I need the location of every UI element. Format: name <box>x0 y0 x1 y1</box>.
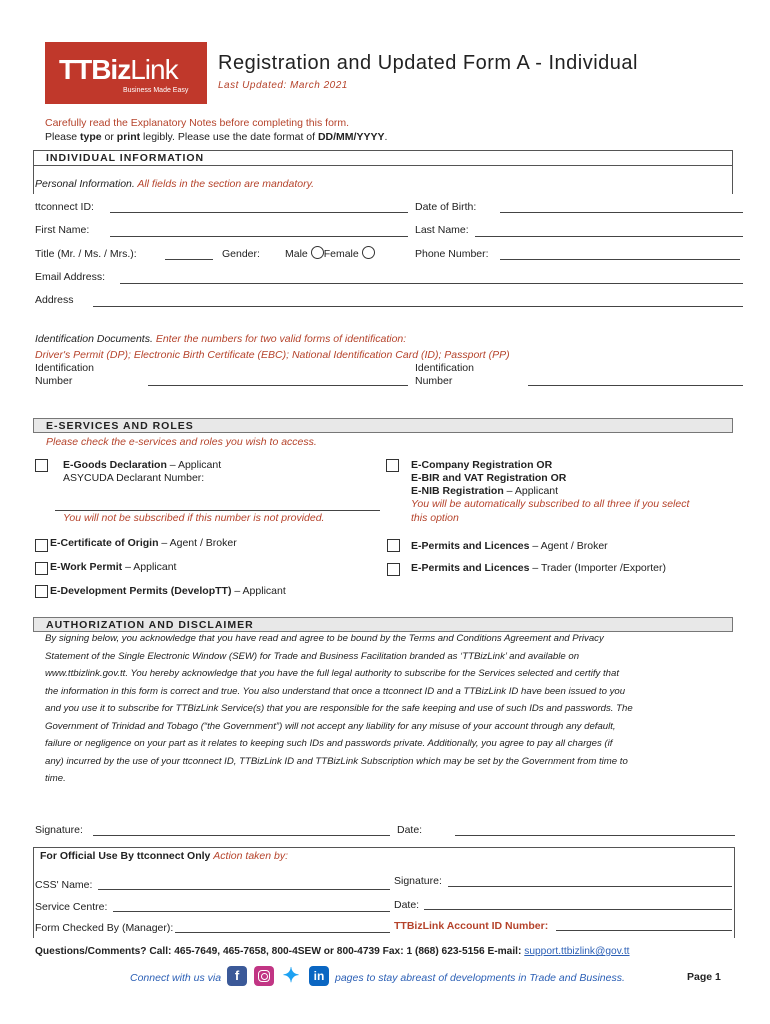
linkedin-icon[interactable]: in <box>309 966 329 986</box>
last-name-field[interactable] <box>475 236 743 237</box>
signature-field[interactable] <box>93 835 390 836</box>
service-centre-field[interactable] <box>113 911 390 912</box>
email-label: Email Address: <box>35 271 106 283</box>
address-field[interactable] <box>93 306 743 307</box>
official-date-label: Date: <box>394 899 420 911</box>
id-number-2-label: Identification Number <box>415 362 474 387</box>
official-signature-field[interactable] <box>448 886 732 887</box>
ttconnect-id-field[interactable] <box>110 212 408 213</box>
epermits-trader-checkbox[interactable] <box>387 563 400 576</box>
phone-label: Phone Number: <box>415 248 489 260</box>
logo-link: Link <box>130 54 178 85</box>
form-checked-field[interactable] <box>175 932 390 933</box>
ecompany-note-1: You will be automatically subscribed to all three if you select <box>411 498 690 510</box>
ework-checkbox[interactable] <box>35 562 48 575</box>
ecompany-note-2: this option <box>411 512 459 524</box>
instagram-icon[interactable] <box>254 966 274 986</box>
signature-label: Signature: <box>35 824 83 836</box>
female-radio[interactable] <box>362 246 375 259</box>
twitter-icon[interactable]: ✦ <box>282 965 300 987</box>
ework-label: E-Work Permit – Applicant <box>50 561 177 573</box>
connect-text: Connect with us via <box>130 972 222 984</box>
logo-tagline: Business Made Easy <box>123 87 189 94</box>
date-label: Date: <box>397 824 423 836</box>
ecompany-line2: E-BIR and VAT Registration OR <box>411 472 567 484</box>
edev-checkbox[interactable] <box>35 585 48 598</box>
asycuda-note: You will not be subscribed if this number is not provided. <box>63 512 325 524</box>
gender-options: Male Female <box>285 246 375 260</box>
section-header-individual: INDIVIDUAL INFORMATION <box>33 150 733 194</box>
facebook-icon[interactable]: f <box>227 966 247 986</box>
account-id-label: TTBizLink Account ID Number: <box>394 920 549 932</box>
instructions-line2: Please type or print legibly. Please use the date format of DD/MM/YYYY. <box>45 131 388 143</box>
id-number-1-label: Identification Number <box>35 362 94 387</box>
epermits-trader-label: E-Permits and Licences – Trader (Importer /Exporter) <box>411 562 667 574</box>
asycuda-label: ASYCUDA Declarant Number: <box>63 472 205 484</box>
phone-field[interactable] <box>500 259 740 260</box>
id-number-1-field[interactable] <box>148 385 408 386</box>
dob-label: Date of Birth: <box>415 201 477 213</box>
css-name-label: CSS' Name: <box>35 879 93 891</box>
ecompany-line3: E-NIB Registration – Applicant <box>411 485 559 497</box>
epermits-agent-label: E-Permits and Licences – Agent / Broker <box>411 540 608 552</box>
asycuda-field[interactable] <box>55 510 380 511</box>
css-name-field[interactable] <box>98 889 390 890</box>
ecert-label: E-Certificate of Origin – Agent / Broker <box>50 537 237 549</box>
page-title: Registration and Updated Form A - Individual <box>218 52 638 74</box>
title-label: Title (Mr. / Ms. / Mrs.): <box>35 248 137 260</box>
instructions-line1: Carefully read the Explanatory Notes before completing this form. <box>45 117 350 129</box>
account-id-field[interactable] <box>556 930 732 931</box>
page-number: Page 1 <box>687 971 721 983</box>
ttbizlink-logo <box>45 42 207 104</box>
id-number-2-field[interactable] <box>528 385 743 386</box>
disclaimer-paragraph: By signing below, you acknowledge that you have read and agree to be bound by the Terms and Conditions Agreement and Privacy Statement of the Single Electronic Window (SEW) for Trade and Business Facilitation branded as ‘TTBizLink’ and available on www.ttbizlink.gov.tt. You hereby acknowledge that you have the full legal authority to subscribe for the Services selected and certify that the information in this form is correct and true. You also understand that once a ttconnect ID and a TTBizLink ID have been issued to you and you use it to subscribe for TTBizLink Service(s) that you are responsible for the safe keeping and use of such IDs and passwords. The Government of Trinidad and Tobago (“the Government”) will not accept any liability for any misuse of your account through any default, failure or negligence on your part as it relates to keeping such IDs and passwords private. Additionally, you agree to pay all charges (if any) incurred by the use of your ttconnect ID, TTBizLink ID and TTBizLink Subscription which may be set by the Government from time to time. <box>45 633 633 784</box>
gender-label: Gender: <box>222 248 260 260</box>
edev-label: E-Development Permits (DevelopTT) – Applicant <box>50 585 286 597</box>
eservices-note: Please check the e-services and roles you wish to access. <box>46 436 317 448</box>
epermits-agent-checkbox[interactable] <box>387 539 400 552</box>
section-header-authorization: AUTHORIZATION AND DISCLAIMER <box>33 617 733 632</box>
ttconnect-id-label: ttconnect ID: <box>35 201 94 213</box>
first-name-label: First Name: <box>35 224 90 236</box>
ecompany-checkbox[interactable] <box>386 459 399 472</box>
official-date-field[interactable] <box>424 909 732 910</box>
stay-text: pages to stay abreast of developments in Trade and Business. <box>335 972 625 984</box>
dob-field[interactable] <box>500 212 743 213</box>
official-use-header: For Official Use By ttconnect Only Action taken by: <box>40 850 289 862</box>
address-label: Address <box>35 294 74 306</box>
egoods-label: E-Goods Declaration – Applicant <box>63 459 222 471</box>
ecompany-line1: E-Company Registration OR <box>411 459 553 471</box>
male-radio[interactable] <box>311 246 324 259</box>
ecert-checkbox[interactable] <box>35 539 48 552</box>
last-updated: Last Updated: March 2021 <box>218 80 348 91</box>
egoods-checkbox[interactable] <box>35 459 48 472</box>
support-email-link[interactable]: support.ttbizlink@gov.tt <box>524 946 630 957</box>
logo-tt: TTBiz <box>59 54 131 85</box>
last-name-label: Last Name: <box>415 224 469 236</box>
email-field[interactable] <box>120 283 743 284</box>
form-checked-label: Form Checked By (Manager): <box>35 922 174 934</box>
id-types: Driver's Permit (DP); Electronic Birth Certificate (EBC); National Identification Card (ID); Passport (PP) <box>35 349 510 361</box>
service-centre-label: Service Centre: <box>35 901 108 913</box>
questions-line: Questions/Comments? Call: 465-7649, 465-7658, 800-4SEW or 800-4739 Fax: 1 (868) 623-5156 E-mail: support.ttbizlink@gov.tt <box>35 946 630 957</box>
first-name-field[interactable] <box>110 236 408 237</box>
id-docs-label: Identification Documents. Enter the numbers for two valid forms of identification: <box>35 333 407 345</box>
date-field[interactable] <box>455 835 735 836</box>
official-signature-label: Signature: <box>394 875 442 887</box>
title-field[interactable] <box>165 259 213 260</box>
personal-info-label: Personal Information. All fields in the section are mandatory. <box>35 178 314 190</box>
section-header-eservices: E-SERVICES AND ROLES <box>33 418 733 433</box>
